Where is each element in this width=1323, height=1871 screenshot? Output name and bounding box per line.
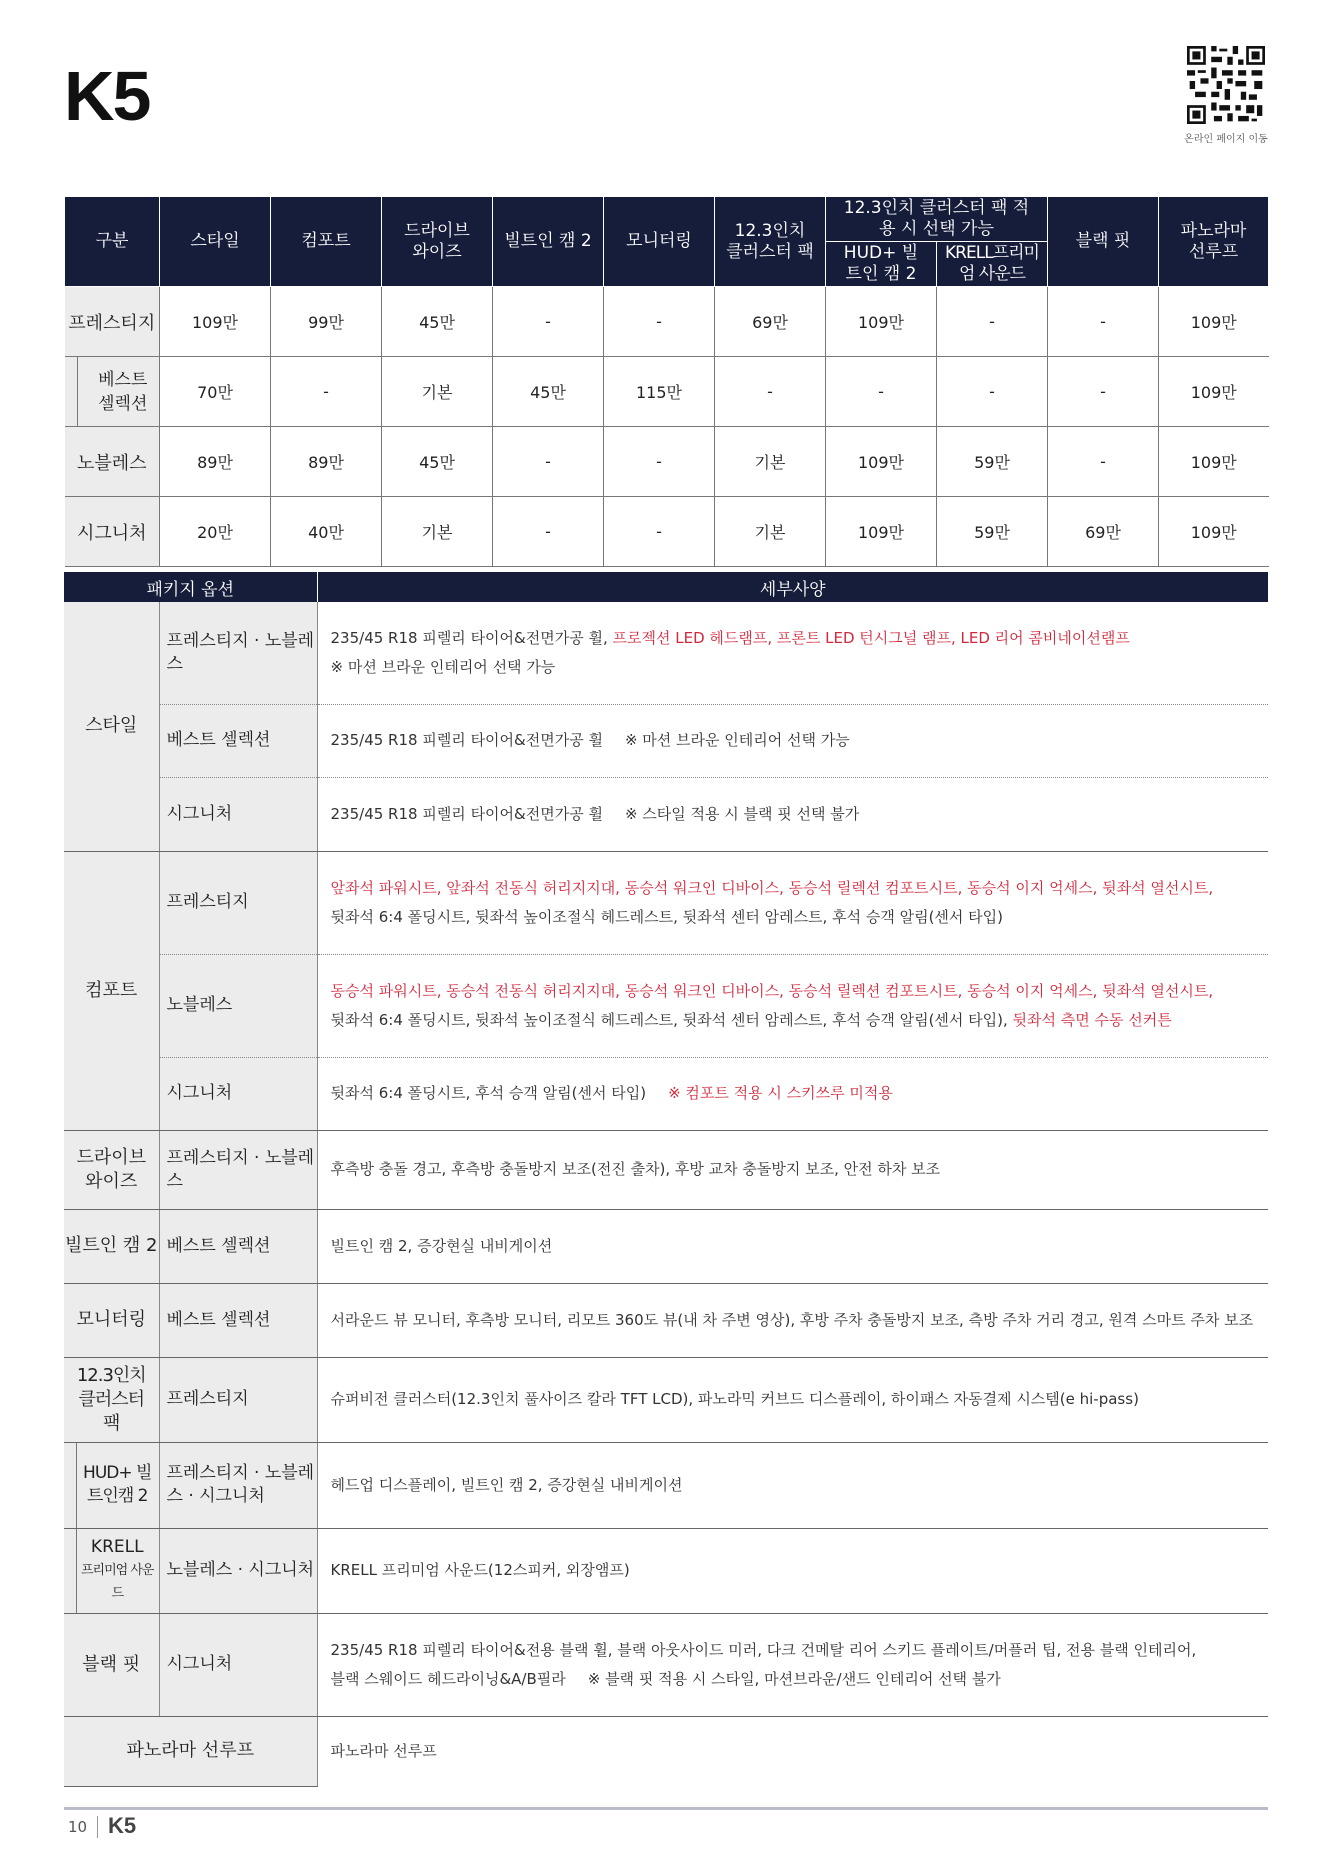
price-cell: 기본 bbox=[715, 497, 826, 567]
price-cell: 115만 bbox=[604, 357, 715, 427]
pkg-category-sunroof: 파노라마 선루프 bbox=[64, 1716, 317, 1786]
pkg-trim: 시그니처 bbox=[159, 1057, 317, 1130]
header-monitoring: 모니터링 bbox=[604, 197, 715, 287]
pkg-trim: 프레스티지 · 노블레스 · 시그니처 bbox=[159, 1442, 317, 1528]
price-table bbox=[64, 196, 1269, 567]
pkg-detail: 뒷좌석 6:4 폴딩시트, 후석 승객 알림(센서 타입) ※ 컴포트 적용 시 스키쓰루 미적용 bbox=[317, 1057, 1268, 1130]
pkg-row bbox=[64, 1716, 1268, 1786]
header-hud-cam: HUD+ 빌트인 캠 2 bbox=[826, 242, 937, 287]
price-cell: 109만 bbox=[826, 287, 937, 357]
pkg-detail: 동승석 파워시트, 동승석 전동식 허리지지대, 동승석 워크인 디바이스, 동승석 릴렉션 컴포트시트, 동승석 이지 억세스, 뒷좌석 열선시트, 뒷좌석 6:4 폴딩시트, 뒷좌석 높이조절식 헤드레스트, 뒷좌석 센터 암레스트, 후석 승객 알림(센서 타입), 뒷좌석 측면 수동 선커튼 bbox=[317, 954, 1268, 1057]
price-cell: 기본 bbox=[382, 497, 493, 567]
pkg-detail: 서라운드 뷰 모니터, 후측방 모니터, 리모트 360도 뷰(내 차 주변 영상), 후방 주차 충돌방지 보조, 측방 주차 거리 경고, 원격 스마트 주차 보조 bbox=[317, 1283, 1268, 1357]
price-cell: 기본 bbox=[715, 427, 826, 497]
pkg-category-cluster-pack: 12.3인치 클러스터 팩 bbox=[64, 1357, 159, 1442]
footer-separator bbox=[97, 1816, 98, 1838]
price-row-signature bbox=[65, 497, 1269, 567]
price-cell: 20만 bbox=[160, 497, 271, 567]
price-cell: 45만 bbox=[493, 357, 604, 427]
header-cluster-option-group: 12.3인치 클러스터 팩 적용 시 선택 가능 bbox=[826, 197, 1048, 242]
price-cell: 69만 bbox=[715, 287, 826, 357]
pkg-category-comfort: 컴포트 bbox=[64, 851, 159, 1130]
pkg-row bbox=[64, 1613, 1268, 1716]
pkg-row bbox=[64, 1130, 1268, 1209]
pkg-trim: 노블레스 · 시그니처 bbox=[159, 1528, 317, 1613]
pkg-category-builtin-cam: 빌트인 캠 2 bbox=[64, 1209, 159, 1283]
pkg-row bbox=[64, 1283, 1268, 1357]
footer-divider bbox=[64, 1807, 1268, 1810]
price-cell: 109만 bbox=[160, 287, 271, 357]
pkg-row bbox=[64, 602, 1268, 704]
row-trim: 노블레스 bbox=[65, 427, 160, 497]
pkg-category-black-fit: 블랙 핏 bbox=[64, 1613, 159, 1716]
page-title: K5 bbox=[64, 57, 150, 135]
header-drive-wise: 드라이브 와이즈 bbox=[382, 197, 493, 287]
price-cell: 70만 bbox=[160, 357, 271, 427]
price-cell: - bbox=[937, 287, 1048, 357]
pkg-detail: 235/45 R18 피렐리 타이어&전면가공 휠, 프로젝션 LED 헤드램프, 프론트 LED 턴시그널 램프, LED 리어 콤비네이션램프 ※ 마션 브라운 인테리어 선택 가능 bbox=[317, 602, 1268, 704]
pkg-trim: 베스트 셀렉션 bbox=[159, 704, 317, 777]
price-cell: - bbox=[826, 357, 937, 427]
price-cell: 109만 bbox=[1159, 497, 1269, 567]
pkg-detail: 235/45 R18 피렐리 타이어&전면가공 휠 ※ 마션 브라운 인테리어 선택 가능 bbox=[317, 704, 1268, 777]
pkg-detail: 헤드업 디스플레이, 빌트인 캠 2, 증강현실 내비게이션 bbox=[317, 1442, 1268, 1528]
pkg-row bbox=[64, 1057, 1268, 1130]
price-cell: 109만 bbox=[1159, 427, 1269, 497]
footer-model: K5 bbox=[108, 1813, 137, 1838]
price-row-noblesse bbox=[65, 427, 1269, 497]
row-trim: 시그니처 bbox=[65, 497, 160, 567]
price-cell: 109만 bbox=[826, 497, 937, 567]
pkg-trim: 노블레스 bbox=[159, 954, 317, 1057]
header-package-option: 패키지 옵션 bbox=[64, 572, 317, 602]
price-cell: 89만 bbox=[160, 427, 271, 497]
price-cell: - bbox=[493, 427, 604, 497]
pkg-row bbox=[64, 704, 1268, 777]
row-trim-sub: 베스트 셀렉션 bbox=[65, 357, 160, 427]
price-cell: - bbox=[604, 427, 715, 497]
pkg-detail: 235/45 R18 피렐리 타이어&전용 블랙 휠, 블랙 아웃사이드 미러, 다크 건메탈 리어 스키드 플레이트/머플러 팁, 전용 블랙 인테리어, 블랙 스웨이드 헤드라이닝&A/B필라 ※ 블랙 핏 적용 시 스타일, 마션브라운/샌드 인테리어 선택 불가 bbox=[317, 1613, 1268, 1716]
price-cell: 기본 bbox=[382, 357, 493, 427]
header-panorama-sunroof: 파노라마 선루프 bbox=[1159, 197, 1269, 287]
header-black-fit: 블랙 핏 bbox=[1048, 197, 1159, 287]
pkg-category-hud: HUD+ 빌트인캠 2 bbox=[64, 1442, 159, 1528]
price-row-prestige bbox=[65, 287, 1269, 357]
pkg-category-monitoring: 모니터링 bbox=[64, 1283, 159, 1357]
price-cell: - bbox=[493, 497, 604, 567]
header-detail-spec: 세부사양 bbox=[317, 572, 1268, 602]
price-cell: - bbox=[937, 357, 1048, 427]
price-cell: - bbox=[604, 497, 715, 567]
pkg-row bbox=[64, 1357, 1268, 1442]
price-cell: - bbox=[493, 287, 604, 357]
pkg-category-drive-wise: 드라이브 와이즈 bbox=[64, 1130, 159, 1209]
price-cell: 45만 bbox=[382, 427, 493, 497]
header-comfort: 컴포트 bbox=[271, 197, 382, 287]
pkg-category-style: 스타일 bbox=[64, 602, 159, 851]
price-cell: 69만 bbox=[1048, 497, 1159, 567]
package-table bbox=[64, 572, 1268, 1787]
pkg-row bbox=[64, 954, 1268, 1057]
pkg-trim: 프레스티지 bbox=[159, 851, 317, 954]
price-cell: - bbox=[1048, 427, 1159, 497]
price-cell: 99만 bbox=[271, 287, 382, 357]
pkg-row bbox=[64, 1209, 1268, 1283]
header-krell: KRELL프리미엄 사운드 bbox=[937, 242, 1048, 287]
pkg-trim: 시그니처 bbox=[159, 777, 317, 851]
price-cell: 59만 bbox=[937, 497, 1048, 567]
pkg-trim: 프레스티지 · 노블레스 bbox=[159, 602, 317, 704]
pkg-row bbox=[64, 777, 1268, 851]
pkg-row bbox=[64, 1442, 1268, 1528]
header-builtin-cam: 빌트인 캠 2 bbox=[493, 197, 604, 287]
pkg-detail: 파노라마 선루프 bbox=[330, 1741, 437, 1760]
price-cell: - bbox=[271, 357, 382, 427]
price-cell: - bbox=[1048, 287, 1159, 357]
price-cell: - bbox=[604, 287, 715, 357]
price-cell: 89만 bbox=[271, 427, 382, 497]
header-cluster-pack: 12.3인치 클러스터 팩 bbox=[715, 197, 826, 287]
page-number: 10 bbox=[68, 1818, 88, 1836]
pkg-detail: 앞좌석 파워시트, 앞좌석 전동식 허리지지대, 동승석 워크인 디바이스, 동승석 릴렉션 컴포트시트, 동승석 이지 억세스, 뒷좌석 열선시트, 뒷좌석 6:4 폴딩시트, 뒷좌석 높이조절식 헤드레스트, 뒷좌석 센터 암레스트, 후석 승객 알림(센서 타입) bbox=[317, 851, 1268, 954]
pkg-detail: 빌트인 캠 2, 증강현실 내비게이션 bbox=[317, 1209, 1268, 1283]
price-cell: 109만 bbox=[826, 427, 937, 497]
price-cell: 109만 bbox=[1159, 357, 1269, 427]
pkg-category-krell: KRELL 프리미엄 사운드 bbox=[64, 1528, 159, 1613]
price-cell: 40만 bbox=[271, 497, 382, 567]
qr-caption: 온라인 페이지 이동 bbox=[1184, 134, 1268, 145]
header-category: 구분 bbox=[65, 197, 160, 287]
price-cell: 59만 bbox=[937, 427, 1048, 497]
pkg-detail: 슈퍼비전 클러스터(12.3인치 풀사이즈 칼라 TFT LCD), 파노라믹 커브드 디스플레이, 하이패스 자동결제 시스템(e hi-pass) bbox=[317, 1357, 1268, 1442]
price-cell: 109만 bbox=[1159, 287, 1269, 357]
price-cell: - bbox=[1048, 357, 1159, 427]
header-style: 스타일 bbox=[160, 197, 271, 287]
price-cell: - bbox=[715, 357, 826, 427]
row-trim: 프레스티지 bbox=[65, 287, 160, 357]
pkg-detail: 235/45 R18 피렐리 타이어&전면가공 휠 ※ 스타일 적용 시 블랙 핏 선택 불가 bbox=[317, 777, 1268, 851]
pkg-trim: 프레스티지 bbox=[159, 1357, 317, 1442]
pkg-detail: KRELL 프리미엄 사운드(12스피커, 외장앰프) bbox=[317, 1528, 1268, 1613]
pkg-trim: 베스트 셀렉션 bbox=[159, 1283, 317, 1357]
pkg-trim: 시그니처 bbox=[159, 1613, 317, 1716]
qr-code-icon[interactable] bbox=[1187, 46, 1265, 124]
pkg-row bbox=[64, 1528, 1268, 1613]
pkg-trim: 베스트 셀렉션 bbox=[159, 1209, 317, 1283]
price-cell: 45만 bbox=[382, 287, 493, 357]
price-row-best-selection bbox=[65, 357, 1269, 427]
pkg-row bbox=[64, 851, 1268, 954]
pkg-trim: 프레스티지 · 노블레스 bbox=[159, 1130, 317, 1209]
pkg-detail: 후측방 충돌 경고, 후측방 충돌방지 보조(전진 출차), 후방 교차 충돌방지 보조, 안전 하차 보조 bbox=[317, 1130, 1268, 1209]
